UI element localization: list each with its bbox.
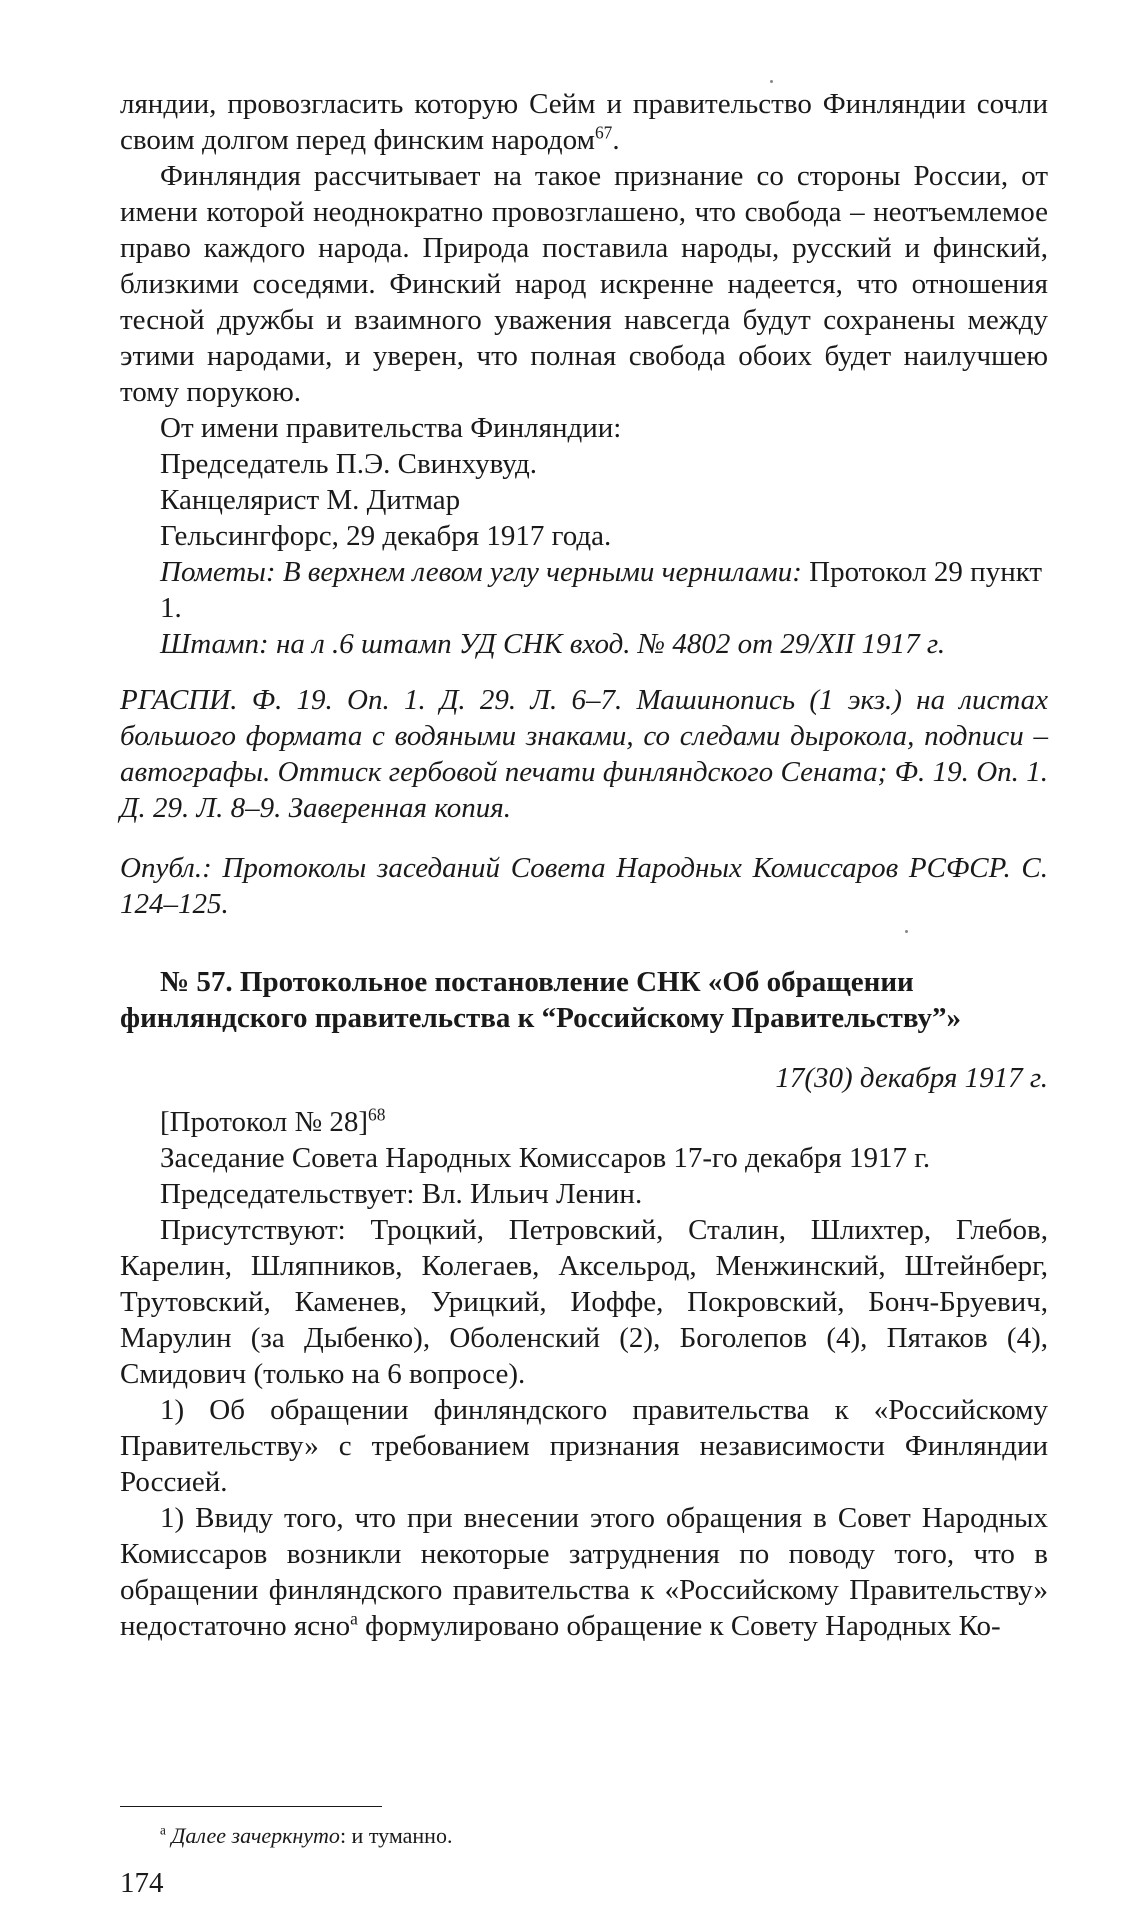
agenda-item: 1) Об обращении финляндского правительства к «Российскому Правительству» с требованием признания независимости Финляндии Россией.	[120, 1394, 1048, 1498]
document-continuation	[120, 86, 1048, 662]
scan-speck	[905, 930, 908, 933]
archive-reference: РГАСПИ. Ф. 19. Оп. 1. Д. 29. Л. 6–7. Машинопись (1 экз.) на листах большого формата с водяными знаками, со следами дырокола, подписи – автографы. Оттиск гербовой печати финляндского Сената; Ф. 19. Оп. 1. Д. 29. Л. 8–9. Заверенная копия.	[120, 684, 1048, 824]
marks-note: Пометы: В верхнем левом углу черными чернилами: Протокол 29 пункт 1.	[160, 556, 1043, 624]
resolution: 1) Ввиду того, что при внесении этого обращения в Совет Народных Комиссаров возникли некоторые затруднения по поводу того, что в обращении финляндского правительства к «Российскому Правительству» недостаточно ясно$^а$ формулировано обращение к Совету Народных Ко-	[120, 1502, 1048, 1642]
document-title: № 57. Протокольное постановление СНК «Об обращении финляндского правительства к “Российскому Правительству”»	[120, 966, 961, 1034]
footnote: $^а$ Далее зачеркнуто: и туманно.	[160, 1822, 453, 1848]
paragraph: Финляндия рассчитывает на такое признание со стороны России, от имени которой неоднократно провозглашено, что свобода – неотъемлемое право каждого народа. Природа поставила народы, русский и финский, близкими соседями. Финский народ искренне надеется, что отношения тесной дружбы и взаимного уважения навсегда будут сохранены между этими народами, и уверен, что полная свобода обоих будет наилучшею тому порукою.	[120, 160, 1048, 408]
footnote-ref[interactable]: 67	[594, 122, 613, 143]
publication-reference: Опубл.: Протоколы заседаний Совета Народных Комиссаров РСФСР. С. 124–125.	[120, 852, 1048, 920]
signature-line: Канцелярист М. Дитмар	[160, 484, 461, 516]
footnote-ref[interactable]: 68	[368, 1104, 386, 1125]
footnote-divider	[120, 1806, 382, 1807]
signature-line: Гельсингфорс, 29 декабря 1917 года.	[160, 520, 612, 552]
footnote-ref[interactable]: а	[350, 1608, 358, 1629]
stamp-note: Штамп: на л .6 штамп УД СНК вход. № 4802 от 29/XII 1917 г.	[160, 628, 946, 660]
document-57	[120, 964, 1048, 1644]
chair-line: Председательствует: Вл. Ильич Ленин.	[160, 1178, 643, 1210]
signature-line: Председатель П.Э. Свинхувуд.	[160, 448, 537, 480]
protocol-number: [Протокол № 28]$^{68}$	[160, 1104, 386, 1138]
signature-line: От имени правительства Финляндии:	[160, 412, 622, 444]
scan-speck	[770, 80, 773, 83]
attendees: Присутствуют: Троцкий, Петровский, Сталин, Шлихтер, Глебов, Карелин, Шляпников, Колегаев, Аксельрод, Менжинский, Штейнберг, Трутовский, Каменев, Урицкий, Иоффе, Покровский, Бонч-Бруевич, Марулин (за Дыбенко), Оболенский (2), Боголепов (4), Пятаков (4), Смидович (только на 6 вопросе).	[120, 1214, 1048, 1390]
page-number: 174	[120, 1867, 164, 1899]
paragraph: ляндии, провозгласить которую Сейм и правительство Финляндии сочли своим долгом перед финским народом$^{67}$.	[120, 88, 1048, 156]
document-date: 17(30) декабря 1917 г.	[775, 1062, 1048, 1094]
session-line: Заседание Совета Народных Комиссаров 17-го декабря 1917 г.	[160, 1142, 931, 1174]
